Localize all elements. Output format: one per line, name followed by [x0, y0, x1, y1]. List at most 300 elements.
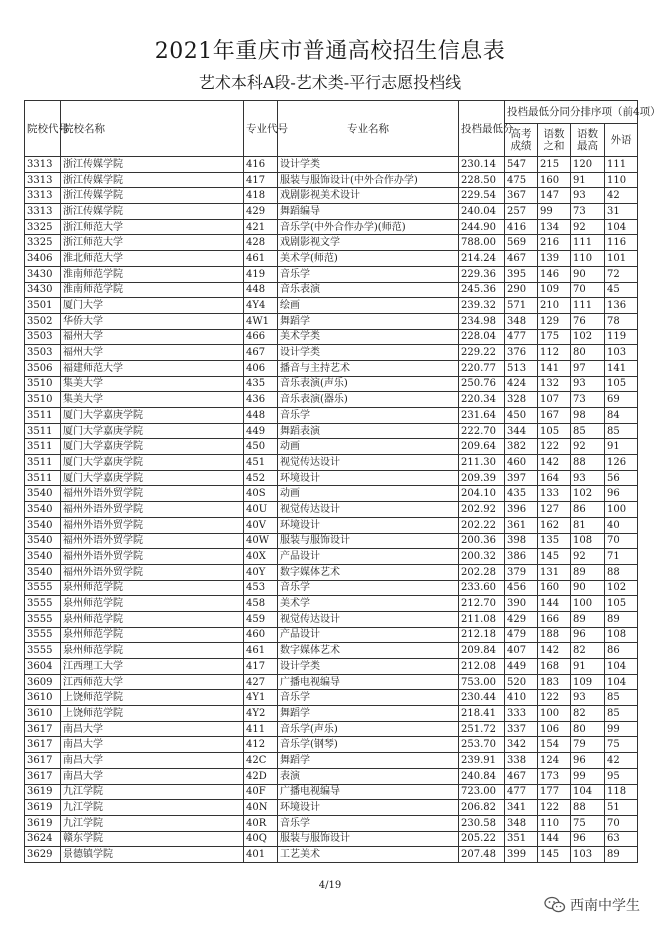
cell-major-name: 服装与服饰设计 — [278, 831, 459, 847]
cell-school-code: 3503 — [25, 345, 61, 361]
cell-major-name: 数字媒体艺术 — [278, 564, 459, 580]
cell-major-name: 音乐学(钢琴) — [278, 737, 459, 753]
cell-max: 97 — [571, 360, 605, 376]
cell-gaokao: 416 — [505, 219, 538, 235]
cell-school-code: 3609 — [25, 674, 61, 690]
cell-foreign: 42 — [605, 753, 638, 769]
table-row — [25, 392, 638, 408]
table-row — [25, 753, 638, 769]
cell-major-name: 音乐学(声乐) — [278, 721, 459, 737]
cell-major-name: 美术学类 — [278, 329, 459, 345]
table-row — [25, 298, 638, 314]
cell-major-code: 459 — [244, 611, 278, 627]
header-foreign: 外语 — [605, 124, 638, 157]
cell-min-score: 245.36 — [459, 282, 505, 298]
cell-school-code: 3619 — [25, 784, 61, 800]
cell-min-score: 212.08 — [459, 659, 505, 675]
cell-gaokao: 290 — [505, 282, 538, 298]
cell-min-score: 218.41 — [459, 706, 505, 722]
cell-major-code: 458 — [244, 596, 278, 612]
header-gaokao: 高考成绩 — [505, 124, 538, 157]
cell-max: 92 — [571, 439, 605, 455]
cell-foreign: 141 — [605, 360, 638, 376]
cell-school-code: 3540 — [25, 533, 61, 549]
cell-min-score: 222.70 — [459, 423, 505, 439]
cell-school-code: 3313 — [25, 172, 61, 188]
cell-school-code: 3313 — [25, 204, 61, 220]
cell-max: 104 — [571, 784, 605, 800]
cell-school-code: 3555 — [25, 596, 61, 612]
cell-major-code: 466 — [244, 329, 278, 345]
cell-school-code: 3555 — [25, 580, 61, 596]
cell-school-code: 3555 — [25, 611, 61, 627]
cell-min-score: 233.60 — [459, 580, 505, 596]
cell-major-name: 动画 — [278, 439, 459, 455]
cell-school-name: 江西师范大学 — [61, 674, 244, 690]
cell-min-score: 212.70 — [459, 596, 505, 612]
table-row — [25, 282, 638, 298]
cell-sum: 132 — [538, 376, 571, 392]
cell-gaokao: 449 — [505, 659, 538, 675]
table-row — [25, 360, 638, 376]
cell-school-name: 景德镇学院 — [61, 847, 244, 863]
cell-school-code: 3540 — [25, 502, 61, 518]
table-row — [25, 517, 638, 533]
cell-school-name: 南昌大学 — [61, 768, 244, 784]
cell-gaokao: 399 — [505, 847, 538, 863]
cell-min-score: 202.22 — [459, 517, 505, 533]
cell-min-score: 239.32 — [459, 298, 505, 314]
cell-sum: 124 — [538, 753, 571, 769]
cell-min-score: 230.14 — [459, 157, 505, 173]
cell-gaokao: 547 — [505, 157, 538, 173]
cell-school-name: 集美大学 — [61, 376, 244, 392]
cell-max: 76 — [571, 313, 605, 329]
table-row — [25, 251, 638, 267]
cell-max: 111 — [571, 298, 605, 314]
header-tiebreak-group: 投档最低分同分排序项（前4项） — [505, 101, 638, 124]
cell-max: 90 — [571, 580, 605, 596]
header-school-name: 院校名称 — [61, 101, 244, 157]
cell-gaokao: 376 — [505, 345, 538, 361]
cell-gaokao: 456 — [505, 580, 538, 596]
cell-foreign: 108 — [605, 627, 638, 643]
cell-max: 110 — [571, 251, 605, 267]
cell-max: 100 — [571, 596, 605, 612]
cell-sum: 112 — [538, 345, 571, 361]
cell-sum: 145 — [538, 847, 571, 863]
cell-max: 85 — [571, 423, 605, 439]
cell-major-code: 429 — [244, 204, 278, 220]
cell-gaokao: 571 — [505, 298, 538, 314]
cell-max: 91 — [571, 172, 605, 188]
cell-sum: 145 — [538, 549, 571, 565]
cell-min-score: 209.39 — [459, 470, 505, 486]
cell-major-code: 449 — [244, 423, 278, 439]
cell-min-score: 228.04 — [459, 329, 505, 345]
table-row — [25, 266, 638, 282]
cell-min-score: 200.32 — [459, 549, 505, 565]
cell-school-code: 3617 — [25, 768, 61, 784]
cell-major-code: 418 — [244, 188, 278, 204]
cell-school-code: 3619 — [25, 815, 61, 831]
cell-foreign: 95 — [605, 768, 638, 784]
table-row — [25, 235, 638, 251]
cell-foreign: 56 — [605, 470, 638, 486]
table-body — [25, 157, 638, 863]
cell-max: 82 — [571, 706, 605, 722]
cell-school-code: 3325 — [25, 235, 61, 251]
cell-major-name: 音乐学 — [278, 408, 459, 424]
cell-max: 103 — [571, 847, 605, 863]
cell-major-code: 435 — [244, 376, 278, 392]
cell-foreign: 89 — [605, 611, 638, 627]
cell-school-code: 3511 — [25, 455, 61, 471]
cell-major-code: 417 — [244, 172, 278, 188]
cell-major-name: 舞蹈表演 — [278, 423, 459, 439]
cell-foreign: 69 — [605, 392, 638, 408]
cell-foreign: 136 — [605, 298, 638, 314]
table-row — [25, 345, 638, 361]
cell-major-code: 4Y1 — [244, 690, 278, 706]
cell-school-code: 3617 — [25, 737, 61, 753]
cell-school-code: 3502 — [25, 313, 61, 329]
cell-school-code: 3430 — [25, 266, 61, 282]
header-min-score: 投档最低分 — [459, 101, 505, 157]
cell-major-name: 音乐学 — [278, 580, 459, 596]
cell-major-code: 427 — [244, 674, 278, 690]
cell-max: 92 — [571, 219, 605, 235]
cell-school-name: 福建师范大学 — [61, 360, 244, 376]
cell-major-name: 工艺美术 — [278, 847, 459, 863]
cell-major-code: 40Y — [244, 564, 278, 580]
cell-major-name: 视觉传达设计 — [278, 502, 459, 518]
table-row — [25, 768, 638, 784]
cell-school-name: 泉州师范学院 — [61, 611, 244, 627]
cell-major-name: 音乐表演(声乐) — [278, 376, 459, 392]
table-row — [25, 580, 638, 596]
cell-school-code: 3555 — [25, 643, 61, 659]
cell-major-code: 453 — [244, 580, 278, 596]
cell-major-code: 467 — [244, 345, 278, 361]
cell-foreign: 31 — [605, 204, 638, 220]
cell-sum: 154 — [538, 737, 571, 753]
cell-sum: 141 — [538, 360, 571, 376]
cell-foreign: 99 — [605, 721, 638, 737]
cell-major-name: 视觉传达设计 — [278, 611, 459, 627]
cell-min-score: 207.48 — [459, 847, 505, 863]
cell-school-name: 福州外语外贸学院 — [61, 549, 244, 565]
cell-min-score: 244.90 — [459, 219, 505, 235]
cell-gaokao: 338 — [505, 753, 538, 769]
page-number: 4/19 — [318, 880, 342, 891]
cell-gaokao: 395 — [505, 266, 538, 282]
cell-max: 96 — [571, 831, 605, 847]
cell-sum: 142 — [538, 643, 571, 659]
cell-school-code: 3604 — [25, 659, 61, 675]
cell-foreign: 100 — [605, 502, 638, 518]
cell-foreign: 104 — [605, 659, 638, 675]
cell-max: 90 — [571, 266, 605, 282]
page-title: 2021年重庆市普通高校招生信息表 — [154, 39, 506, 64]
cell-min-score: 230.44 — [459, 690, 505, 706]
cell-major-name: 美术学 — [278, 596, 459, 612]
cell-min-score: 205.22 — [459, 831, 505, 847]
cell-major-name: 环境设计 — [278, 800, 459, 816]
table-row — [25, 455, 638, 471]
cell-max: 93 — [571, 188, 605, 204]
cell-foreign: 85 — [605, 423, 638, 439]
table-row — [25, 737, 638, 753]
cell-major-name: 设计学类 — [278, 345, 459, 361]
cell-major-code: 42C — [244, 753, 278, 769]
cell-sum: 164 — [538, 470, 571, 486]
cell-sum: 135 — [538, 533, 571, 549]
cell-foreign: 118 — [605, 784, 638, 800]
cell-foreign: 105 — [605, 376, 638, 392]
cell-min-score: 229.54 — [459, 188, 505, 204]
cell-major-name: 设计学类 — [278, 157, 459, 173]
cell-foreign: 96 — [605, 486, 638, 502]
cell-major-code: 450 — [244, 439, 278, 455]
cell-major-name: 舞蹈学 — [278, 313, 459, 329]
cell-sum: 144 — [538, 831, 571, 847]
cell-foreign: 86 — [605, 643, 638, 659]
cell-school-name: 泉州师范学院 — [61, 596, 244, 612]
cell-major-code: 4W1 — [244, 313, 278, 329]
table-row — [25, 157, 638, 173]
cell-major-code: 40N — [244, 800, 278, 816]
cell-sum: 160 — [538, 172, 571, 188]
cell-sum: 215 — [538, 157, 571, 173]
cell-gaokao: 344 — [505, 423, 538, 439]
cell-major-name: 舞蹈学 — [278, 706, 459, 722]
cell-gaokao: 328 — [505, 392, 538, 408]
cell-school-name: 南昌大学 — [61, 737, 244, 753]
cell-foreign: 102 — [605, 580, 638, 596]
cell-school-name: 厦门大学嘉庚学院 — [61, 423, 244, 439]
cell-max: 92 — [571, 549, 605, 565]
table-row — [25, 706, 638, 722]
cell-sum: 131 — [538, 564, 571, 580]
cell-major-name: 绘画 — [278, 298, 459, 314]
cell-major-name: 舞蹈学 — [278, 753, 459, 769]
cell-min-score: 240.04 — [459, 204, 505, 220]
cell-gaokao: 397 — [505, 470, 538, 486]
cell-school-code: 3501 — [25, 298, 61, 314]
cell-gaokao: 407 — [505, 643, 538, 659]
table-row — [25, 502, 638, 518]
cell-max: 120 — [571, 157, 605, 173]
cell-max: 93 — [571, 470, 605, 486]
cell-gaokao: 386 — [505, 549, 538, 565]
table-row — [25, 549, 638, 565]
table-row — [25, 188, 638, 204]
cell-sum: 142 — [538, 455, 571, 471]
table-row — [25, 847, 638, 863]
cell-major-code: 448 — [244, 282, 278, 298]
header-sum: 语数之和 — [538, 124, 571, 157]
cell-school-code: 3610 — [25, 706, 61, 722]
table-row — [25, 674, 638, 690]
cell-min-score: 240.84 — [459, 768, 505, 784]
cell-min-score: 753.00 — [459, 674, 505, 690]
cell-max: 89 — [571, 611, 605, 627]
cell-major-code: 40Q — [244, 831, 278, 847]
cell-gaokao: 569 — [505, 235, 538, 251]
cell-min-score: 206.82 — [459, 800, 505, 816]
cell-major-code: 448 — [244, 408, 278, 424]
cell-major-name: 音乐学(中外合作办学)(师范) — [278, 219, 459, 235]
cell-foreign: 71 — [605, 549, 638, 565]
cell-major-name: 视觉传达设计 — [278, 455, 459, 471]
cell-major-code: 40S — [244, 486, 278, 502]
cell-gaokao: 475 — [505, 172, 538, 188]
cell-school-name: 福州大学 — [61, 329, 244, 345]
cell-school-name: 福州外语外贸学院 — [61, 533, 244, 549]
table-row — [25, 659, 638, 675]
cell-gaokao: 513 — [505, 360, 538, 376]
cell-major-name: 动画 — [278, 486, 459, 502]
table-row — [25, 172, 638, 188]
cell-gaokao: 410 — [505, 690, 538, 706]
cell-major-code: 40F — [244, 784, 278, 800]
cell-major-code: 40U — [244, 502, 278, 518]
cell-major-code: 451 — [244, 455, 278, 471]
cell-school-name: 泉州师范学院 — [61, 580, 244, 596]
cell-major-code: 416 — [244, 157, 278, 173]
cell-major-code: 452 — [244, 470, 278, 486]
cell-sum: 175 — [538, 329, 571, 345]
cell-foreign: 119 — [605, 329, 638, 345]
cell-max: 88 — [571, 800, 605, 816]
cell-max: 82 — [571, 643, 605, 659]
cell-foreign: 104 — [605, 674, 638, 690]
cell-gaokao: 382 — [505, 439, 538, 455]
cell-gaokao: 520 — [505, 674, 538, 690]
cell-min-score: 211.30 — [459, 455, 505, 471]
cell-gaokao: 460 — [505, 455, 538, 471]
cell-school-name: 厦门大学嘉庚学院 — [61, 455, 244, 471]
cell-sum: 210 — [538, 298, 571, 314]
cell-major-code: 40W — [244, 533, 278, 549]
cell-school-name: 上饶师范学院 — [61, 706, 244, 722]
cell-major-code: 40R — [244, 815, 278, 831]
cell-school-name: 浙江传媒学院 — [61, 172, 244, 188]
table-row — [25, 439, 638, 455]
cell-sum: 100 — [538, 706, 571, 722]
cell-major-code: 428 — [244, 235, 278, 251]
table-row — [25, 784, 638, 800]
cell-gaokao: 435 — [505, 486, 538, 502]
cell-min-score: 250.76 — [459, 376, 505, 392]
cell-min-score: 234.98 — [459, 313, 505, 329]
cell-major-name: 服装与服饰设计(中外合作办学) — [278, 172, 459, 188]
cell-max: 108 — [571, 533, 605, 549]
cell-major-code: 419 — [244, 266, 278, 282]
cell-max: 93 — [571, 376, 605, 392]
cell-major-code: 436 — [244, 392, 278, 408]
cell-school-name: 厦门大学嘉庚学院 — [61, 470, 244, 486]
cell-school-code: 3510 — [25, 376, 61, 392]
cell-school-name: 集美大学 — [61, 392, 244, 408]
cell-min-score: 209.64 — [459, 439, 505, 455]
cell-max: 79 — [571, 737, 605, 753]
cell-school-name: 泉州师范学院 — [61, 627, 244, 643]
cell-gaokao: 337 — [505, 721, 538, 737]
cell-foreign: 72 — [605, 266, 638, 282]
admission-table — [24, 100, 661, 863]
cell-foreign: 104 — [605, 219, 638, 235]
cell-foreign: 105 — [605, 596, 638, 612]
cell-gaokao: 450 — [505, 408, 538, 424]
cell-sum: 173 — [538, 768, 571, 784]
cell-major-code: 411 — [244, 721, 278, 737]
cell-sum: 122 — [538, 690, 571, 706]
cell-school-code: 3555 — [25, 627, 61, 643]
cell-school-name: 厦门大学嘉庚学院 — [61, 408, 244, 424]
cell-gaokao: 477 — [505, 329, 538, 345]
cell-min-score: 228.50 — [459, 172, 505, 188]
cell-school-name: 南昌大学 — [61, 753, 244, 769]
cell-max: 102 — [571, 486, 605, 502]
table-row — [25, 643, 638, 659]
cell-school-name: 华侨大学 — [61, 313, 244, 329]
cell-school-code: 3430 — [25, 282, 61, 298]
cell-major-name: 音乐学 — [278, 266, 459, 282]
cell-sum: 99 — [538, 204, 571, 220]
cell-foreign: 88 — [605, 564, 638, 580]
cell-school-name: 淮南师范学院 — [61, 282, 244, 298]
cell-school-name: 浙江传媒学院 — [61, 188, 244, 204]
cell-major-code: 460 — [244, 627, 278, 643]
cell-school-code: 3313 — [25, 157, 61, 173]
cell-major-name: 表演 — [278, 768, 459, 784]
cell-max: 80 — [571, 345, 605, 361]
cell-school-name: 厦门大学 — [61, 298, 244, 314]
cell-min-score: 220.77 — [459, 360, 505, 376]
cell-max: 96 — [571, 753, 605, 769]
cell-school-name: 南昌大学 — [61, 721, 244, 737]
cell-school-name: 九江学院 — [61, 815, 244, 831]
cell-sum: 166 — [538, 611, 571, 627]
cell-major-code: 401 — [244, 847, 278, 863]
cell-min-score: 202.28 — [459, 564, 505, 580]
cell-school-name: 九江学院 — [61, 800, 244, 816]
cell-gaokao: 479 — [505, 627, 538, 643]
cell-min-score: 723.00 — [459, 784, 505, 800]
cell-min-score: 200.36 — [459, 533, 505, 549]
cell-sum: 134 — [538, 219, 571, 235]
cell-gaokao: 341 — [505, 800, 538, 816]
cell-school-name: 上饶师范学院 — [61, 690, 244, 706]
cell-school-code: 3511 — [25, 423, 61, 439]
cell-foreign: 45 — [605, 282, 638, 298]
cell-major-name: 环境设计 — [278, 517, 459, 533]
table-row — [25, 329, 638, 345]
cell-gaokao: 467 — [505, 768, 538, 784]
cell-major-name: 环境设计 — [278, 470, 459, 486]
cell-major-name: 舞蹈编导 — [278, 204, 459, 220]
cell-sum: 105 — [538, 423, 571, 439]
cell-foreign: 91 — [605, 439, 638, 455]
cell-major-name: 戏剧影视美术设计 — [278, 188, 459, 204]
cell-major-name: 产品设计 — [278, 549, 459, 565]
cell-sum: 122 — [538, 439, 571, 455]
cell-max: 96 — [571, 627, 605, 643]
cell-major-name: 音乐表演(器乐) — [278, 392, 459, 408]
table-row — [25, 564, 638, 580]
